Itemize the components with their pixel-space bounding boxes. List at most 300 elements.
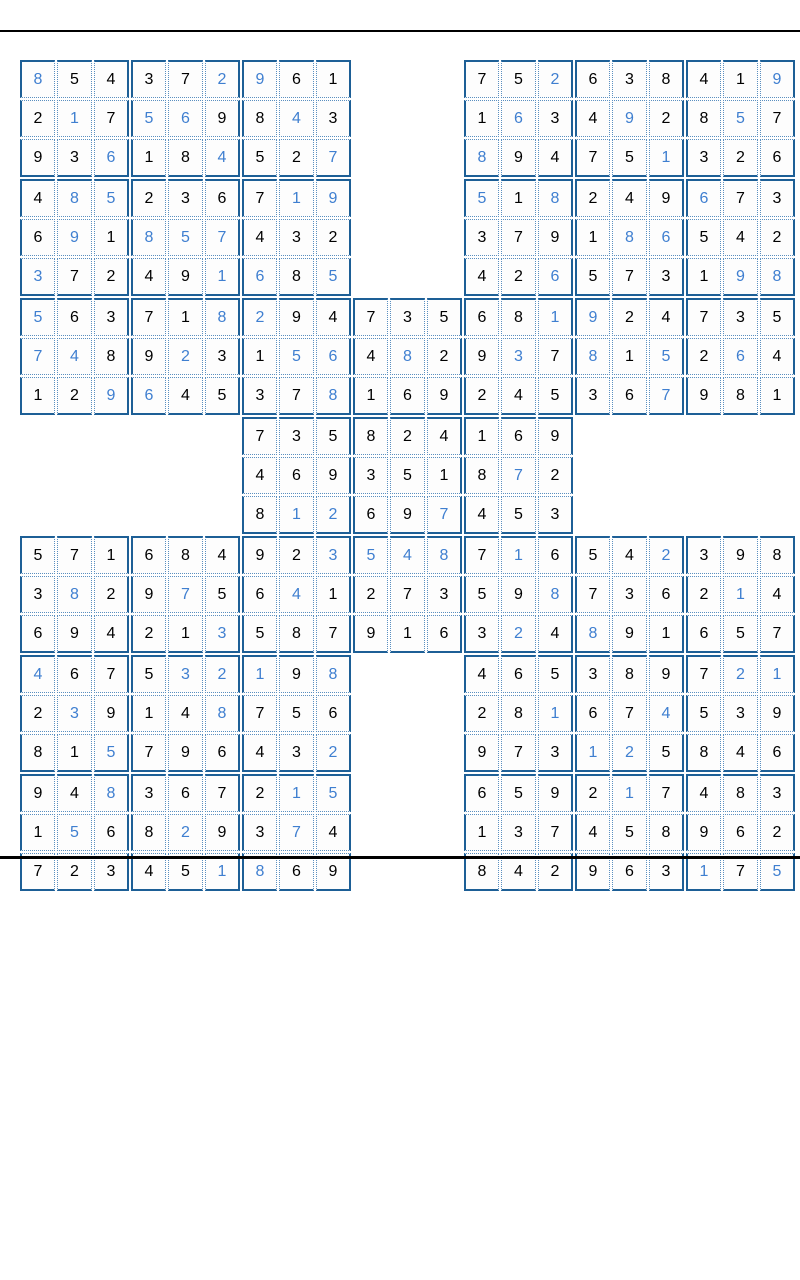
solved-cell[interactable]: 6 bbox=[501, 100, 536, 137]
given-cell[interactable]: 3 bbox=[649, 853, 684, 891]
given-cell[interactable]: 2 bbox=[279, 139, 314, 177]
solved-cell[interactable]: 3 bbox=[501, 338, 536, 375]
solved-cell[interactable]: 4 bbox=[57, 338, 92, 375]
given-cell[interactable]: 6 bbox=[501, 655, 536, 693]
given-cell[interactable]: 9 bbox=[501, 576, 536, 613]
given-cell[interactable]: 4 bbox=[168, 377, 203, 415]
solved-cell[interactable]: 6 bbox=[242, 258, 277, 296]
given-cell[interactable]: 3 bbox=[94, 298, 129, 336]
given-cell[interactable]: 5 bbox=[316, 417, 351, 455]
given-cell[interactable]: 8 bbox=[94, 338, 129, 375]
given-cell[interactable]: 4 bbox=[686, 774, 721, 812]
given-cell[interactable]: 3 bbox=[242, 377, 277, 415]
given-cell[interactable]: 6 bbox=[612, 853, 647, 891]
given-cell[interactable]: 7 bbox=[649, 774, 684, 812]
solved-cell[interactable]: 2 bbox=[649, 536, 684, 574]
given-cell[interactable]: 7 bbox=[57, 258, 92, 296]
solved-cell[interactable]: 8 bbox=[20, 60, 55, 98]
given-cell[interactable]: 3 bbox=[316, 100, 351, 137]
given-cell[interactable]: 1 bbox=[686, 258, 721, 296]
given-cell[interactable]: 5 bbox=[279, 695, 314, 732]
given-cell[interactable]: 5 bbox=[649, 734, 684, 772]
given-cell[interactable]: 7 bbox=[242, 417, 277, 455]
given-cell[interactable]: 4 bbox=[649, 298, 684, 336]
solved-cell[interactable]: 4 bbox=[205, 139, 240, 177]
solved-cell[interactable]: 8 bbox=[316, 655, 351, 693]
solved-cell[interactable]: 2 bbox=[242, 298, 277, 336]
solved-cell[interactable]: 4 bbox=[279, 576, 314, 613]
given-cell[interactable]: 1 bbox=[242, 338, 277, 375]
given-cell[interactable]: 9 bbox=[279, 655, 314, 693]
given-cell[interactable]: 6 bbox=[464, 774, 499, 812]
solved-cell[interactable]: 9 bbox=[612, 100, 647, 137]
given-cell[interactable]: 4 bbox=[94, 60, 129, 98]
given-cell[interactable]: 2 bbox=[94, 576, 129, 613]
given-cell[interactable]: 4 bbox=[538, 615, 573, 653]
given-cell[interactable]: 7 bbox=[131, 298, 166, 336]
given-cell[interactable]: 2 bbox=[427, 338, 462, 375]
solved-cell[interactable]: 8 bbox=[205, 695, 240, 732]
given-cell[interactable]: 2 bbox=[501, 258, 536, 296]
solved-cell[interactable]: 8 bbox=[464, 139, 499, 177]
solved-cell[interactable]: 7 bbox=[205, 219, 240, 256]
given-cell[interactable]: 1 bbox=[94, 536, 129, 574]
given-cell[interactable]: 6 bbox=[353, 496, 388, 534]
given-cell[interactable]: 5 bbox=[464, 576, 499, 613]
given-cell[interactable]: 9 bbox=[760, 695, 795, 732]
given-cell[interactable]: 4 bbox=[316, 814, 351, 851]
given-cell[interactable]: 7 bbox=[686, 655, 721, 693]
given-cell[interactable]: 3 bbox=[94, 853, 129, 891]
given-cell[interactable]: 4 bbox=[501, 853, 536, 891]
given-cell[interactable]: 2 bbox=[760, 814, 795, 851]
given-cell[interactable]: 4 bbox=[316, 298, 351, 336]
given-cell[interactable]: 5 bbox=[501, 496, 536, 534]
solved-cell[interactable]: 8 bbox=[538, 179, 573, 217]
solved-cell[interactable]: 1 bbox=[575, 734, 610, 772]
solved-cell[interactable]: 5 bbox=[649, 338, 684, 375]
given-cell[interactable]: 5 bbox=[760, 298, 795, 336]
solved-cell[interactable]: 4 bbox=[390, 536, 425, 574]
given-cell[interactable]: 2 bbox=[353, 576, 388, 613]
given-cell[interactable]: 5 bbox=[575, 258, 610, 296]
solved-cell[interactable]: 1 bbox=[538, 298, 573, 336]
given-cell[interactable]: 2 bbox=[20, 695, 55, 732]
given-cell[interactable]: 8 bbox=[723, 377, 758, 415]
given-cell[interactable]: 1 bbox=[723, 60, 758, 98]
solved-cell[interactable]: 8 bbox=[612, 219, 647, 256]
given-cell[interactable]: 6 bbox=[279, 457, 314, 494]
given-cell[interactable]: 9 bbox=[464, 338, 499, 375]
solved-cell[interactable]: 7 bbox=[427, 496, 462, 534]
given-cell[interactable]: 9 bbox=[205, 814, 240, 851]
given-cell[interactable]: 6 bbox=[612, 377, 647, 415]
solved-cell[interactable]: 2 bbox=[168, 814, 203, 851]
given-cell[interactable]: 1 bbox=[501, 179, 536, 217]
given-cell[interactable]: 4 bbox=[612, 179, 647, 217]
solved-cell[interactable]: 6 bbox=[94, 139, 129, 177]
given-cell[interactable]: 4 bbox=[464, 655, 499, 693]
given-cell[interactable]: 3 bbox=[427, 576, 462, 613]
solved-cell[interactable]: 8 bbox=[57, 179, 92, 217]
given-cell[interactable]: 3 bbox=[612, 576, 647, 613]
given-cell[interactable]: 8 bbox=[686, 734, 721, 772]
given-cell[interactable]: 9 bbox=[279, 298, 314, 336]
given-cell[interactable]: 1 bbox=[760, 377, 795, 415]
given-cell[interactable]: 7 bbox=[94, 655, 129, 693]
given-cell[interactable]: 3 bbox=[501, 814, 536, 851]
given-cell[interactable]: 1 bbox=[316, 576, 351, 613]
given-cell[interactable]: 2 bbox=[57, 377, 92, 415]
samurai-grid-table[interactable] bbox=[18, 58, 797, 893]
given-cell[interactable]: 7 bbox=[242, 179, 277, 217]
solved-cell[interactable]: 5 bbox=[464, 179, 499, 217]
given-cell[interactable]: 4 bbox=[57, 774, 92, 812]
given-cell[interactable]: 2 bbox=[575, 774, 610, 812]
solved-cell[interactable]: 9 bbox=[760, 60, 795, 98]
given-cell[interactable]: 1 bbox=[464, 814, 499, 851]
solved-cell[interactable]: 3 bbox=[316, 536, 351, 574]
given-cell[interactable]: 7 bbox=[57, 536, 92, 574]
given-cell[interactable]: 7 bbox=[575, 576, 610, 613]
given-cell[interactable]: 4 bbox=[242, 457, 277, 494]
solved-cell[interactable]: 5 bbox=[279, 338, 314, 375]
given-cell[interactable]: 9 bbox=[57, 615, 92, 653]
given-cell[interactable]: 9 bbox=[131, 338, 166, 375]
solved-cell[interactable]: 9 bbox=[316, 179, 351, 217]
given-cell[interactable]: 6 bbox=[390, 377, 425, 415]
solved-cell[interactable]: 8 bbox=[94, 774, 129, 812]
given-cell[interactable]: 9 bbox=[464, 734, 499, 772]
given-cell[interactable]: 9 bbox=[686, 377, 721, 415]
solved-cell[interactable]: 7 bbox=[316, 139, 351, 177]
solved-cell[interactable]: 1 bbox=[501, 536, 536, 574]
given-cell[interactable]: 1 bbox=[464, 100, 499, 137]
given-cell[interactable]: 6 bbox=[279, 60, 314, 98]
given-cell[interactable]: 8 bbox=[464, 853, 499, 891]
given-cell[interactable]: 6 bbox=[760, 734, 795, 772]
solved-cell[interactable]: 8 bbox=[575, 338, 610, 375]
given-cell[interactable]: 5 bbox=[242, 615, 277, 653]
given-cell[interactable]: 3 bbox=[575, 655, 610, 693]
given-cell[interactable]: 8 bbox=[131, 814, 166, 851]
given-cell[interactable]: 2 bbox=[242, 774, 277, 812]
solved-cell[interactable]: 6 bbox=[131, 377, 166, 415]
given-cell[interactable]: 7 bbox=[760, 100, 795, 137]
solved-cell[interactable]: 8 bbox=[205, 298, 240, 336]
given-cell[interactable]: 6 bbox=[538, 536, 573, 574]
given-cell[interactable]: 4 bbox=[353, 338, 388, 375]
given-cell[interactable]: 9 bbox=[131, 576, 166, 613]
given-cell[interactable]: 8 bbox=[168, 139, 203, 177]
given-cell[interactable]: 5 bbox=[501, 774, 536, 812]
given-cell[interactable]: 6 bbox=[20, 615, 55, 653]
solved-cell[interactable]: 5 bbox=[168, 219, 203, 256]
given-cell[interactable]: 1 bbox=[427, 457, 462, 494]
given-cell[interactable]: 9 bbox=[427, 377, 462, 415]
given-cell[interactable]: 9 bbox=[316, 457, 351, 494]
given-cell[interactable]: 8 bbox=[612, 655, 647, 693]
solved-cell[interactable]: 9 bbox=[723, 258, 758, 296]
solved-cell[interactable]: 8 bbox=[57, 576, 92, 613]
given-cell[interactable]: 2 bbox=[94, 258, 129, 296]
solved-cell[interactable]: 2 bbox=[316, 734, 351, 772]
solved-cell[interactable]: 6 bbox=[723, 338, 758, 375]
solved-cell[interactable]: 1 bbox=[242, 655, 277, 693]
solved-cell[interactable]: 1 bbox=[686, 853, 721, 891]
given-cell[interactable]: 8 bbox=[242, 496, 277, 534]
given-cell[interactable]: 3 bbox=[538, 734, 573, 772]
given-cell[interactable]: 8 bbox=[353, 417, 388, 455]
given-cell[interactable]: 9 bbox=[316, 853, 351, 891]
given-cell[interactable]: 3 bbox=[205, 338, 240, 375]
given-cell[interactable]: 5 bbox=[501, 60, 536, 98]
given-cell[interactable]: 4 bbox=[723, 219, 758, 256]
given-cell[interactable]: 2 bbox=[686, 576, 721, 613]
given-cell[interactable]: 9 bbox=[723, 536, 758, 574]
given-cell[interactable]: 2 bbox=[464, 377, 499, 415]
given-cell[interactable]: 5 bbox=[131, 655, 166, 693]
given-cell[interactable]: 9 bbox=[20, 774, 55, 812]
given-cell[interactable]: 8 bbox=[168, 536, 203, 574]
solved-cell[interactable]: 8 bbox=[575, 615, 610, 653]
solved-cell[interactable]: 6 bbox=[649, 219, 684, 256]
given-cell[interactable]: 5 bbox=[686, 695, 721, 732]
given-cell[interactable]: 8 bbox=[501, 695, 536, 732]
given-cell[interactable]: 3 bbox=[279, 417, 314, 455]
given-cell[interactable]: 7 bbox=[353, 298, 388, 336]
solved-cell[interactable]: 7 bbox=[20, 338, 55, 375]
given-cell[interactable]: 1 bbox=[612, 338, 647, 375]
given-cell[interactable]: 3 bbox=[279, 734, 314, 772]
given-cell[interactable]: 4 bbox=[538, 139, 573, 177]
given-cell[interactable]: 9 bbox=[353, 615, 388, 653]
solved-cell[interactable]: 6 bbox=[686, 179, 721, 217]
given-cell[interactable]: 4 bbox=[501, 377, 536, 415]
given-cell[interactable]: 9 bbox=[649, 655, 684, 693]
given-cell[interactable]: 6 bbox=[464, 298, 499, 336]
given-cell[interactable]: 5 bbox=[575, 536, 610, 574]
given-cell[interactable]: 8 bbox=[242, 100, 277, 137]
given-cell[interactable]: 1 bbox=[575, 219, 610, 256]
solved-cell[interactable]: 5 bbox=[316, 258, 351, 296]
solved-cell[interactable]: 3 bbox=[57, 695, 92, 732]
given-cell[interactable]: 1 bbox=[390, 615, 425, 653]
solved-cell[interactable]: 5 bbox=[94, 734, 129, 772]
given-cell[interactable]: 4 bbox=[575, 814, 610, 851]
solved-cell[interactable]: 7 bbox=[168, 576, 203, 613]
solved-cell[interactable]: 3 bbox=[205, 615, 240, 653]
solved-cell[interactable]: 7 bbox=[649, 377, 684, 415]
given-cell[interactable]: 2 bbox=[649, 100, 684, 137]
solved-cell[interactable]: 4 bbox=[20, 655, 55, 693]
given-cell[interactable]: 3 bbox=[612, 60, 647, 98]
given-cell[interactable]: 7 bbox=[575, 139, 610, 177]
given-cell[interactable]: 3 bbox=[131, 60, 166, 98]
given-cell[interactable]: 4 bbox=[686, 60, 721, 98]
given-cell[interactable]: 1 bbox=[20, 814, 55, 851]
given-cell[interactable]: 7 bbox=[464, 536, 499, 574]
given-cell[interactable]: 7 bbox=[760, 615, 795, 653]
given-cell[interactable]: 2 bbox=[538, 457, 573, 494]
given-cell[interactable]: 4 bbox=[131, 853, 166, 891]
solved-cell[interactable]: 9 bbox=[57, 219, 92, 256]
given-cell[interactable]: 4 bbox=[760, 576, 795, 613]
given-cell[interactable]: 8 bbox=[760, 536, 795, 574]
given-cell[interactable]: 5 bbox=[242, 139, 277, 177]
given-cell[interactable]: 8 bbox=[501, 298, 536, 336]
given-cell[interactable]: 4 bbox=[612, 536, 647, 574]
solved-cell[interactable]: 1 bbox=[205, 853, 240, 891]
given-cell[interactable]: 5 bbox=[57, 60, 92, 98]
solved-cell[interactable]: 2 bbox=[316, 496, 351, 534]
solved-cell[interactable]: 8 bbox=[131, 219, 166, 256]
given-cell[interactable]: 8 bbox=[279, 258, 314, 296]
solved-cell[interactable]: 1 bbox=[57, 100, 92, 137]
given-cell[interactable]: 5 bbox=[205, 377, 240, 415]
solved-cell[interactable]: 2 bbox=[168, 338, 203, 375]
given-cell[interactable]: 6 bbox=[205, 734, 240, 772]
given-cell[interactable]: 3 bbox=[723, 695, 758, 732]
given-cell[interactable]: 5 bbox=[205, 576, 240, 613]
solved-cell[interactable]: 5 bbox=[131, 100, 166, 137]
given-cell[interactable]: 2 bbox=[131, 179, 166, 217]
given-cell[interactable]: 2 bbox=[723, 139, 758, 177]
given-cell[interactable]: 3 bbox=[575, 377, 610, 415]
given-cell[interactable]: 6 bbox=[57, 655, 92, 693]
given-cell[interactable]: 3 bbox=[131, 774, 166, 812]
given-cell[interactable]: 5 bbox=[427, 298, 462, 336]
given-cell[interactable]: 2 bbox=[20, 100, 55, 137]
given-cell[interactable]: 2 bbox=[538, 853, 573, 891]
given-cell[interactable]: 2 bbox=[316, 219, 351, 256]
given-cell[interactable]: 8 bbox=[649, 60, 684, 98]
given-cell[interactable]: 3 bbox=[20, 576, 55, 613]
given-cell[interactable]: 2 bbox=[760, 219, 795, 256]
solved-cell[interactable]: 8 bbox=[390, 338, 425, 375]
given-cell[interactable]: 3 bbox=[464, 219, 499, 256]
given-cell[interactable]: 1 bbox=[168, 615, 203, 653]
given-cell[interactable]: 1 bbox=[649, 615, 684, 653]
given-cell[interactable]: 8 bbox=[686, 100, 721, 137]
given-cell[interactable]: 3 bbox=[723, 298, 758, 336]
solved-cell[interactable]: 4 bbox=[279, 100, 314, 137]
given-cell[interactable]: 2 bbox=[131, 615, 166, 653]
given-cell[interactable]: 5 bbox=[612, 139, 647, 177]
given-cell[interactable]: 6 bbox=[57, 298, 92, 336]
given-cell[interactable]: 1 bbox=[464, 417, 499, 455]
solved-cell[interactable]: 2 bbox=[205, 60, 240, 98]
solved-cell[interactable]: 1 bbox=[760, 655, 795, 693]
solved-cell[interactable]: 1 bbox=[612, 774, 647, 812]
given-cell[interactable]: 7 bbox=[464, 60, 499, 98]
given-cell[interactable]: 4 bbox=[131, 258, 166, 296]
solved-cell[interactable]: 9 bbox=[242, 60, 277, 98]
solved-cell[interactable]: 7 bbox=[501, 457, 536, 494]
solved-cell[interactable]: 2 bbox=[501, 615, 536, 653]
given-cell[interactable]: 7 bbox=[723, 853, 758, 891]
solved-cell[interactable]: 9 bbox=[575, 298, 610, 336]
solved-cell[interactable]: 5 bbox=[57, 814, 92, 851]
given-cell[interactable]: 6 bbox=[316, 695, 351, 732]
given-cell[interactable]: 9 bbox=[242, 536, 277, 574]
solved-cell[interactable]: 8 bbox=[316, 377, 351, 415]
given-cell[interactable]: 4 bbox=[464, 496, 499, 534]
solved-cell[interactable]: 7 bbox=[279, 814, 314, 851]
solved-cell[interactable]: 5 bbox=[723, 100, 758, 137]
solved-cell[interactable]: 8 bbox=[242, 853, 277, 891]
given-cell[interactable]: 6 bbox=[94, 814, 129, 851]
given-cell[interactable]: 9 bbox=[168, 258, 203, 296]
solved-cell[interactable]: 3 bbox=[20, 258, 55, 296]
given-cell[interactable]: 6 bbox=[501, 417, 536, 455]
solved-cell[interactable]: 5 bbox=[760, 853, 795, 891]
solved-cell[interactable]: 2 bbox=[538, 60, 573, 98]
given-cell[interactable]: 7 bbox=[20, 853, 55, 891]
given-cell[interactable]: 3 bbox=[760, 774, 795, 812]
given-cell[interactable]: 4 bbox=[205, 536, 240, 574]
given-cell[interactable]: 5 bbox=[538, 377, 573, 415]
given-cell[interactable]: 6 bbox=[686, 615, 721, 653]
solved-cell[interactable]: 1 bbox=[723, 576, 758, 613]
given-cell[interactable]: 7 bbox=[279, 377, 314, 415]
given-cell[interactable]: 7 bbox=[131, 734, 166, 772]
solved-cell[interactable]: 5 bbox=[316, 774, 351, 812]
given-cell[interactable]: 4 bbox=[723, 734, 758, 772]
given-cell[interactable]: 1 bbox=[353, 377, 388, 415]
given-cell[interactable]: 4 bbox=[94, 615, 129, 653]
given-cell[interactable]: 8 bbox=[649, 814, 684, 851]
given-cell[interactable]: 6 bbox=[131, 536, 166, 574]
given-cell[interactable]: 9 bbox=[168, 734, 203, 772]
given-cell[interactable]: 9 bbox=[612, 615, 647, 653]
solved-cell[interactable]: 2 bbox=[612, 734, 647, 772]
solved-cell[interactable]: 1 bbox=[205, 258, 240, 296]
solved-cell[interactable]: 5 bbox=[94, 179, 129, 217]
given-cell[interactable]: 6 bbox=[575, 60, 610, 98]
given-cell[interactable]: 1 bbox=[316, 60, 351, 98]
given-cell[interactable]: 7 bbox=[612, 695, 647, 732]
given-cell[interactable]: 7 bbox=[390, 576, 425, 613]
given-cell[interactable]: 4 bbox=[20, 179, 55, 217]
given-cell[interactable]: 6 bbox=[760, 139, 795, 177]
given-cell[interactable]: 6 bbox=[168, 774, 203, 812]
given-cell[interactable]: 7 bbox=[316, 615, 351, 653]
solved-cell[interactable]: 1 bbox=[279, 496, 314, 534]
given-cell[interactable]: 5 bbox=[538, 655, 573, 693]
given-cell[interactable]: 3 bbox=[279, 219, 314, 256]
given-cell[interactable]: 4 bbox=[575, 100, 610, 137]
given-cell[interactable]: 7 bbox=[501, 734, 536, 772]
given-cell[interactable]: 6 bbox=[205, 179, 240, 217]
given-cell[interactable]: 3 bbox=[538, 496, 573, 534]
given-cell[interactable]: 3 bbox=[464, 615, 499, 653]
given-cell[interactable]: 6 bbox=[575, 695, 610, 732]
given-cell[interactable]: 8 bbox=[464, 457, 499, 494]
given-cell[interactable]: 3 bbox=[649, 258, 684, 296]
given-cell[interactable]: 7 bbox=[94, 100, 129, 137]
given-cell[interactable]: 3 bbox=[353, 457, 388, 494]
solved-cell[interactable]: 8 bbox=[538, 576, 573, 613]
given-cell[interactable]: 7 bbox=[538, 814, 573, 851]
given-cell[interactable]: 5 bbox=[20, 536, 55, 574]
given-cell[interactable]: 7 bbox=[538, 338, 573, 375]
given-cell[interactable]: 5 bbox=[168, 853, 203, 891]
given-cell[interactable]: 2 bbox=[57, 853, 92, 891]
solved-cell[interactable]: 8 bbox=[427, 536, 462, 574]
given-cell[interactable]: 5 bbox=[723, 615, 758, 653]
given-cell[interactable]: 9 bbox=[94, 695, 129, 732]
